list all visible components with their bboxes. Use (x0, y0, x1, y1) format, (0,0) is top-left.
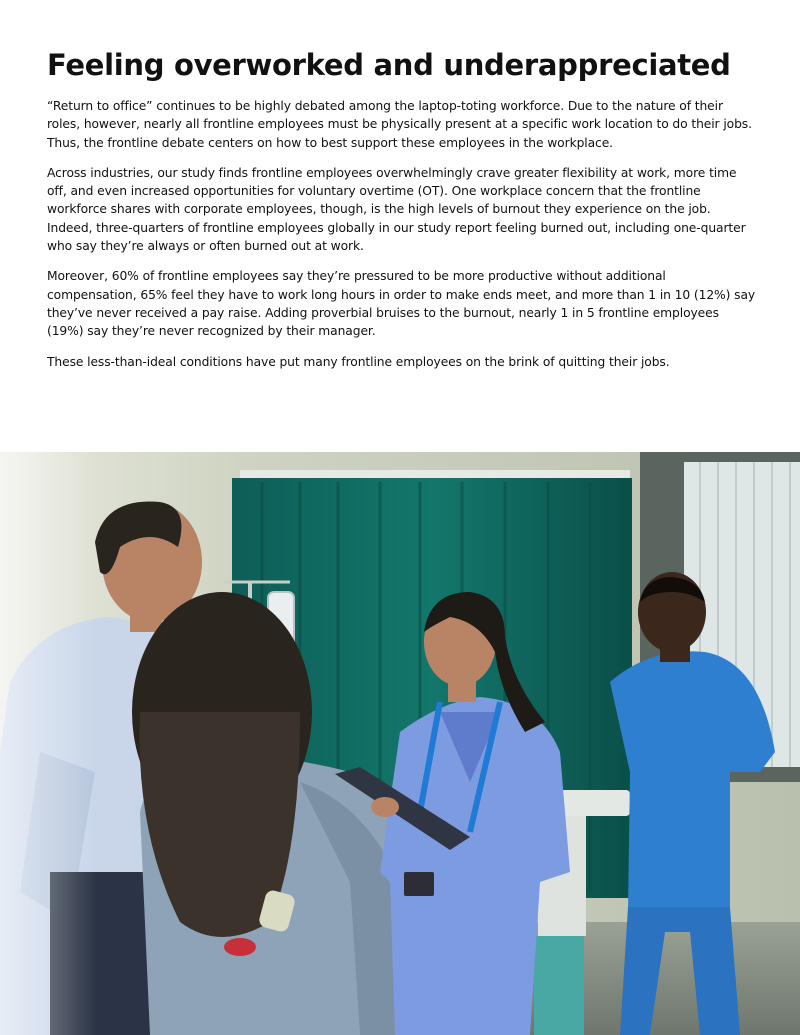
article (47, 45, 757, 383)
paragraph-3: Moreover, 60% of frontline employees say they’re pressured to be more productive without additional compensation, 65% feel they have to work long hours in order to make ends meet, and more than 1 in 10 (12%) say they’ve never received a pay raise. Adding proverbial bruises to the burnout, nearly 1 in 5 frontline employees (19%) say they’re never recognized by their manager. (47, 269, 756, 339)
hospital-photo (0, 452, 800, 1035)
paragraph-1: “Return to office” continues to be highly debated among the laptop-toting workforce. Due to the nature of their roles, however, nearly all frontline employees must be physically present at a specific work location to do their jobs. Thus, the frontline debate centers on how to best support these employees in the workplace. (47, 99, 752, 150)
page-title: Feeling overworked and underappreciated (47, 48, 731, 82)
paragraph-2: Across industries, our study finds frontline employees overwhelmingly crave greater flexibility at work, more time off, and even increased opportunities for voluntary overtime (OT). One workplace concern that the frontline workforce shares with corporate employees, though, is the high levels of burnout they experience on the job. Indeed, three-quarters of frontline employees globally in our study report feeling burned out, including one-quarter who say they’re always or often burned out at work. (47, 165, 746, 254)
hospital-photo-illustration (0, 452, 800, 1035)
paragraph-4: These less-than-ideal conditions have put many frontline employees on the brink of quitting their jobs. (47, 354, 670, 369)
